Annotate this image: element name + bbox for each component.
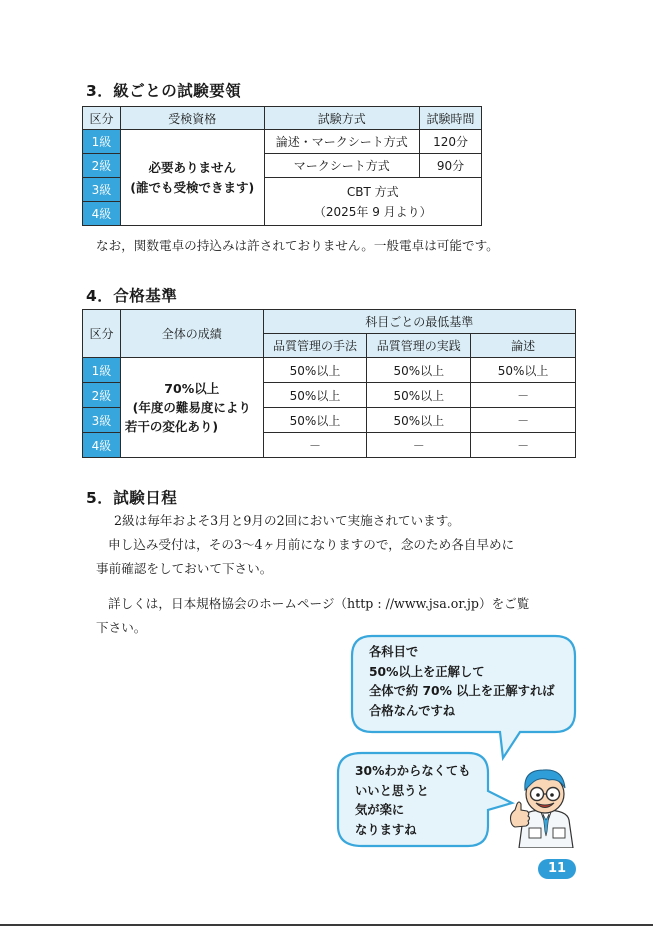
header-kubun: 区分 [83, 107, 121, 130]
table-cell: － [471, 408, 576, 433]
header-eligibility: 受検資格 [120, 107, 264, 130]
table-cell: 50%以上 [367, 358, 471, 383]
subheader-methods: 品質管理の手法 [263, 334, 367, 358]
grade-4: 4級 [83, 433, 121, 458]
overall-line1: 70%以上 [164, 381, 220, 396]
table-cell: 50%以上 [367, 408, 471, 433]
paragraph-2-line2: 事前確認をしておいて下さい。 [96, 560, 273, 576]
eligibility-line2: (誰でも受検できます) [130, 179, 255, 195]
overall-line3: 若干の変化あり) [124, 419, 219, 434]
calculator-note: なお，関数電卓の持込みは許されておりません。一般電卓は可能です。 [96, 238, 499, 253]
grade-1: 1級 [83, 358, 121, 383]
method-2: マークシート方式 [264, 154, 420, 178]
bubble2-line3: 気が楽に [355, 803, 405, 817]
method-1: 論述・マークシート方式 [264, 130, 420, 154]
table-cell: 50%以上 [471, 358, 576, 383]
bottom-rule [0, 924, 653, 926]
schedule-paragraph-1: 2級は毎年およそ3月と9月の2回において実施されています。 [114, 513, 460, 528]
bubble1-line3: 全体で約 70% 以上を正解すれば [369, 684, 555, 698]
grade-4: 4級 [83, 202, 121, 226]
header-time: 試験時間 [420, 107, 482, 130]
speech-bubble-top-text [369, 643, 555, 721]
table-cell: － [471, 383, 576, 408]
paragraph-3-line2: 下さい。 [96, 619, 147, 635]
grade-2: 2級 [83, 383, 121, 408]
table-cell: 50%以上 [263, 408, 367, 433]
bubble2-line1: 30%わからなくても [355, 764, 471, 778]
table-cell: 50%以上 [263, 358, 367, 383]
table-cell: － [471, 433, 576, 458]
bubble1-line1: 各科目で [369, 645, 419, 659]
section3-title: 3．級ごとの試験要領 [86, 82, 242, 100]
grade-2: 2級 [83, 154, 121, 178]
time-1: 120分 [420, 130, 482, 154]
overall-line2: (年度の難易度により [132, 400, 251, 415]
bubble1-line2: 50%以上を正解して [369, 664, 485, 679]
grade-3: 3級 [83, 408, 121, 433]
bubble2-line2: いいと思うと [355, 783, 429, 798]
header-kubun: 区分 [83, 310, 121, 358]
method-3-line1: CBT 方式 [346, 184, 399, 199]
time-2: 90分 [420, 154, 482, 178]
eligibility-line1: 必要ありません [148, 159, 236, 175]
header-overall: 全体の成績 [120, 310, 263, 358]
grade-1: 1級 [83, 130, 121, 154]
section5-title: 5．試験日程 [86, 489, 178, 507]
cartoon-character-icon [505, 758, 585, 848]
section4-title: 4．合格基準 [86, 287, 178, 305]
table-cell: － [263, 433, 367, 458]
table-cell: － [367, 433, 471, 458]
table-cell: 50%以上 [263, 383, 367, 408]
table-cell: 50%以上 [367, 383, 471, 408]
grade-3: 3級 [83, 178, 121, 202]
bubble1-line4: 合格なんですね [369, 703, 456, 718]
bubble2-line4: なりますね [355, 822, 417, 837]
speech-bubble-bottom-text [355, 762, 471, 840]
paragraph-2-line1: 申し込み受付は，その3～4ヶ月前になりますので，念のため各自早めに [108, 537, 515, 552]
method-3-line2: （2025年 9 月より） [313, 204, 432, 219]
subheader-practice: 品質管理の実践 [367, 334, 471, 358]
paragraph-3-line1: 詳しくは，日本規格協会のホームページ（http : //www.jsa.or.jp）をご覧 [108, 596, 530, 611]
subheader-essay: 論述 [471, 334, 576, 358]
page-number: 11 [538, 859, 576, 879]
header-min-criteria: 科目ごとの最低基準 [263, 310, 575, 334]
header-method: 試験方式 [264, 107, 420, 130]
